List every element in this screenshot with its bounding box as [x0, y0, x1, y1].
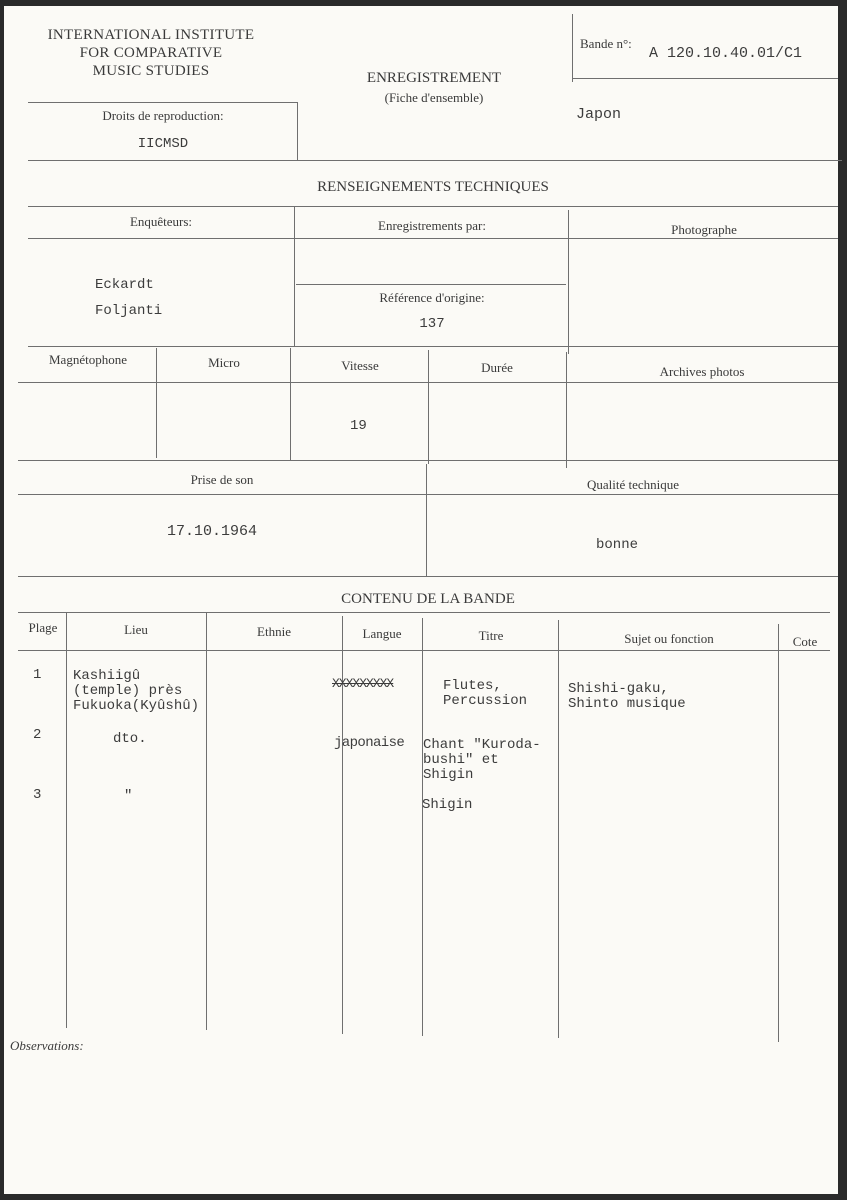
form-subtitle: (Fiche d'ensemble) — [384, 90, 484, 105]
prise-value: 17.10.1964 — [167, 523, 258, 540]
form-title: ENREGISTREMENT — [366, 70, 502, 86]
magnetophone-label: Magnétophone — [49, 352, 127, 367]
col-header-lieu: Lieu — [124, 622, 148, 637]
row2-titre: Chant "Kuroda- bushi" et Shigin — [423, 737, 541, 783]
col-header-sujet: Sujet ou fonction — [624, 631, 714, 646]
prise-label: Prise de son — [190, 472, 254, 487]
content-header-line — [18, 650, 830, 651]
bande-number: A 120.10.40.01/C1 — [649, 45, 803, 62]
photographe-label: Photographe — [671, 222, 737, 237]
tech-col-g — [426, 464, 427, 576]
country-value: Japon — [576, 106, 622, 123]
tech-row5-line — [18, 494, 838, 495]
rights-label: Droits de reproduction: — [102, 108, 224, 123]
tech-col-a — [294, 206, 295, 346]
qualite-value: bonne — [596, 537, 639, 553]
enqueteurs-label: Enquêteurs: — [129, 214, 193, 229]
rights-top-line — [28, 102, 298, 103]
row3-plage: 3 — [33, 787, 42, 803]
observations-label: Observations: — [10, 1038, 84, 1053]
micro-label: Micro — [208, 355, 240, 370]
bande-box-left — [572, 14, 573, 82]
row1-lieu: Kashiigû (temple) près Fukuoka(Kyûshû) — [73, 668, 200, 714]
tech-col-b — [568, 210, 569, 354]
reference-value: 137 — [419, 316, 445, 332]
col-header-langue: Langue — [362, 626, 402, 641]
qualite-label: Qualité technique — [586, 477, 680, 492]
rights-value: IICMSD — [137, 136, 189, 152]
tech-row4-line — [18, 460, 838, 461]
content-col-5 — [558, 620, 559, 1038]
enregistrements-label: Enregistrements par: — [378, 218, 486, 233]
duree-label: Durée — [481, 360, 513, 375]
bande-box-bottom — [572, 78, 838, 79]
col-header-ethnie: Ethnie — [257, 624, 291, 639]
tech-col-f — [566, 352, 567, 468]
tech-row2-line — [28, 346, 838, 347]
tech-bottom-line — [18, 576, 838, 577]
row2-lieu: dto. — [113, 731, 147, 747]
enqueteur-1: Eckardt — [95, 277, 154, 293]
tech-col-c — [156, 348, 157, 458]
reference-line — [296, 284, 566, 285]
row3-titre: Shigin — [422, 797, 473, 813]
reference-label: Référence d'origine: — [379, 290, 485, 305]
content-section-title: CONTENU DE LA BANDE — [341, 591, 515, 607]
content-col-4 — [422, 618, 423, 1036]
row1-titre: Flutes, Percussion — [443, 678, 528, 709]
row2-langue: japonaise — [334, 735, 405, 751]
row2-plage: 2 — [33, 727, 42, 743]
archives-label: Archives photos — [659, 364, 745, 379]
technical-section-title: RENSEIGNEMENTS TECHNIQUES — [317, 179, 549, 195]
institute-line-1: INTERNATIONAL INSTITUTE — [47, 27, 255, 43]
row1-plage: 1 — [33, 667, 42, 683]
tech-row1-line — [28, 238, 838, 239]
rights-bottom-line — [28, 160, 842, 161]
bande-label: Bande n°: — [580, 36, 632, 51]
tech-col-d — [290, 348, 291, 460]
content-col-6 — [778, 624, 779, 1042]
institute-line-3: MUSIC STUDIES — [92, 63, 210, 79]
col-header-titre: Titre — [478, 628, 504, 643]
content-top-line — [18, 612, 830, 613]
col-header-cote: Cote — [792, 634, 818, 649]
col-header-plage: Plage — [28, 620, 58, 635]
enqueteur-2: Foljanti — [95, 303, 163, 319]
record-sheet — [4, 6, 838, 1194]
tech-col-e — [428, 350, 429, 464]
row3-lieu: " — [124, 788, 133, 804]
content-col-2 — [206, 612, 207, 1030]
row1-sujet: Shishi-gaku, Shinto musique — [568, 681, 686, 712]
row1-langue: XXXXXXXXX — [332, 676, 394, 691]
institute-line-2: FOR COMPARATIVE — [79, 45, 223, 61]
vitesse-label: Vitesse — [341, 358, 379, 373]
technical-top-line — [28, 206, 838, 207]
vitesse-value: 19 — [350, 418, 367, 434]
content-col-1 — [66, 612, 67, 1028]
institute-name — [26, 26, 276, 80]
